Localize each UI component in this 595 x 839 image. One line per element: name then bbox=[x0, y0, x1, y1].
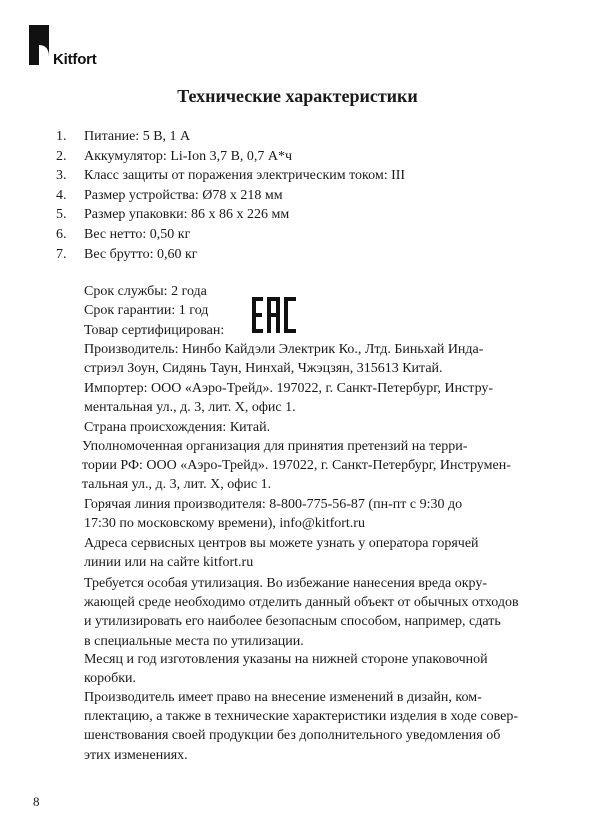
changes-notice: Производитель имеет право на внесение изменений в дизайн, ком- плектацию, а также в технические характеристики изделия в ходе совер- шенствования своей продукции без дополнительного уведомления об этих изменениях. bbox=[84, 690, 518, 763]
spec-item: 5. Размер упаковки: 86 х 86 х 226 мм bbox=[56, 207, 290, 223]
authorized-organization: Уполномоченная организация для принятия претензий на терри- тории РФ: ООО «Аэро-Трейд». 197022, г. Санкт-Петербург, Инструмен- тальная ул., д. 3, лит. Х, офис 1. bbox=[82, 439, 511, 493]
spec-item: 3. Класс защиты от поражения электрическим током: III bbox=[56, 168, 406, 184]
eac-certification-icon bbox=[251, 296, 297, 334]
spec-item: 1. Питание: 5 В, 1 А bbox=[56, 129, 191, 144]
manufacturer-info: Производитель: Нинбо Кайдэли Электрик Ко., Лтд. Биньхай Инда- стриэл Зоун, Сидянь Таун, Нинхай, Чжэцзян, 315613 Китай. bbox=[84, 342, 484, 377]
service-info bbox=[84, 282, 224, 340]
disposal-info: Требуется особая утилизация. Во избежание нанесения вреда окру- жающей среде необходимо отделить данный объект от обычных отходов и утилизировать его наиболее безопасным способом, например, сдать в специальные места по утилизации. bbox=[84, 576, 519, 649]
page-title: Технические характеристики bbox=[177, 86, 418, 106]
certified-label: Товар сертифицирован: bbox=[84, 322, 225, 338]
spec-list bbox=[56, 127, 556, 264]
spec-item: 4. Размер устройства: Ø78 х 218 мм bbox=[56, 187, 283, 203]
importer-info: Импортер: ООО «Аэро-Трейд». 197022, г. Санкт-Петербург, Инстру- ментальная ул., д. 3, лит. Х, офис 1. bbox=[84, 381, 494, 416]
spec-item: 6. Вес нетто: 0,50 кг bbox=[56, 226, 191, 242]
country-of-origin: Страна происхождения: Китай. bbox=[84, 420, 271, 435]
brand-logo bbox=[27, 23, 147, 69]
page-number: 8 bbox=[33, 794, 40, 809]
kitfort-logo-icon bbox=[27, 23, 51, 67]
spec-item: 7. Вес брутто: 0,60 кг bbox=[56, 246, 198, 262]
hotline-info: Горячая линия производителя: 8-800-775-56-87 (пн-пт с 9:30 до 17:30 по московскому времени), info@kitfort.ru bbox=[84, 497, 463, 532]
service-life: Срок службы: 2 года bbox=[84, 284, 207, 299]
spec-item: 2. Аккумулятор: Li-Ion 3,7 В, 0,7 А*ч bbox=[56, 148, 293, 164]
service-centers-info: Адреса сервисных центров вы можете узнать у оператора горячей линии или на сайте kitfort.ru bbox=[84, 536, 479, 571]
manufacture-date-info: Месяц и год изготовления указаны на нижней стороне упаковочной коробки. bbox=[84, 652, 488, 687]
brand-name: Kitfort bbox=[53, 51, 97, 68]
warranty-period: Срок гарантии: 1 год bbox=[84, 303, 209, 319]
